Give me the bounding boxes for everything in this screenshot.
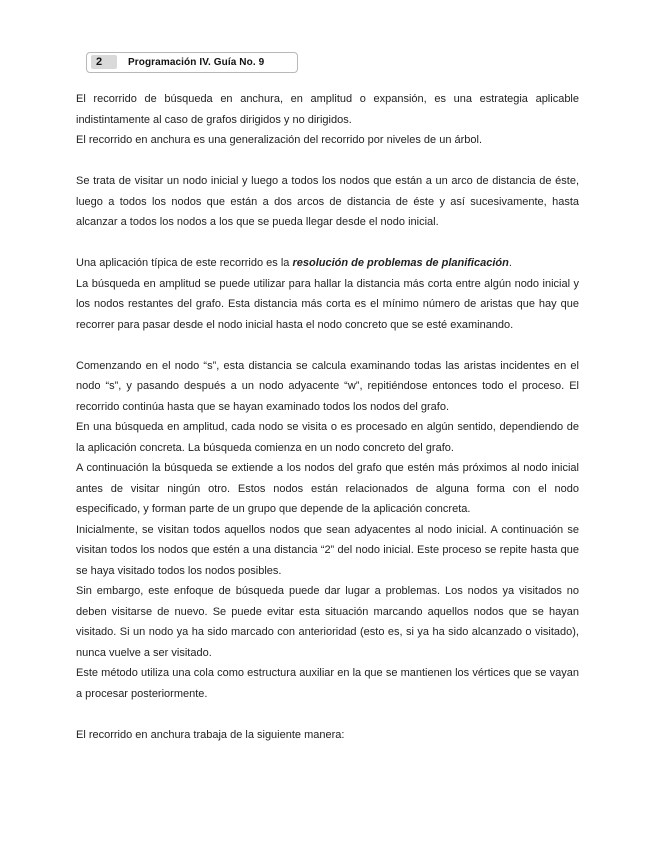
- page-number: 2: [91, 55, 117, 69]
- paragraph-shortest-distance: La búsqueda en amplitud se puede utilizar para hallar la distancia más corta entre algún nodo inicial y los nodos restantes del grafo. Esta distancia más corta es el mínimo número de aristas que hay que recorrer para pasar desde el nodo inicial hasta el nodo concreto que se esté examinando.: [76, 277, 579, 331]
- application-suffix: .: [508, 257, 512, 269]
- document-body: [76, 89, 579, 745]
- paragraph-processing: En una búsqueda en amplitud, cada nodo se visita o es procesado en algún sentido, dependiendo de la aplicación concreta. La búsqueda comienza en un nodo concreto del grafo.: [76, 421, 579, 454]
- header-title: Programación IV. Guía No. 9: [128, 57, 265, 68]
- application-prefix: Una aplicación típica de este recorrido es la: [76, 257, 293, 269]
- paragraph-procedure: El recorrido en anchura trabaja de la siguiente manera:: [76, 728, 345, 741]
- paragraph-extension: A continuación la búsqueda se extiende a los nodos del grafo que estén más próximos al nodo inicial antes de visitar ningún otro. Estos nodos están relacionados de alguna forma con el nodo especificado, y forman parte de un grupo que depende de la aplicación concreta.: [76, 462, 579, 515]
- paragraph-problems: Sin embargo, este enfoque de búsqueda puede dar lugar a problemas. Los nodos ya visitados no deben visitarse de nuevo. Se puede evitar esta situación marcando aquellos nodos que se hayan visitado. Si un nodo ya ha sido marcado con anterioridad (esto es, si ya ha sido alcanzado o visitado), nunca vuelve a ser visitado.: [76, 585, 579, 659]
- paragraph-intro: El recorrido de búsqueda en anchura, en amplitud o expansión, es una estrategia aplicable indistintamente al caso de grafos dirigidos y no dirigidos.: [76, 93, 579, 126]
- paragraph-visit-description: Se trata de visitar un nodo inicial y luego a todos los nodos que están a un arco de distancia de éste, luego a todos los nodos que están a dos arcos de distancia de éste y así sucesivamente, hasta alcanzar a todos los nodos a los que se pueda llegar desde el nodo inicial.: [76, 175, 579, 228]
- paragraph-generalization: El recorrido en anchura es una generalización del recorrido por niveles de un árbol.: [76, 134, 483, 146]
- page-header: [86, 52, 298, 73]
- paragraph-queue: Este método utiliza una cola como estructura auxiliar en la que se mantienen los vértices que se vayan a procesar posteriormente.: [76, 667, 579, 700]
- application-emphasis: resolución de problemas de planificación: [292, 257, 509, 269]
- paragraph-initial-visit: Inicialmente, se visitan todos aquellos nodos que sean adyacentes al nodo inicial. A continuación se visitan todos los nodos que estén a una distancia “2” del nodo inicial. Este proceso se repite hasta que se haya visitado todos los nodos posibles.: [76, 523, 579, 577]
- paragraph-start-node: Comenzando en el nodo “s”, esta distancia se calcula examinando todas las aristas incidentes en el nodo “s”, y pasando después a un nodo adyacente “w”, repitiéndose entonces todo el proceso. El recorrido continúa hasta que se hayan examinado todos los nodos del grafo.: [76, 359, 579, 413]
- paragraph-application: [76, 253, 579, 274]
